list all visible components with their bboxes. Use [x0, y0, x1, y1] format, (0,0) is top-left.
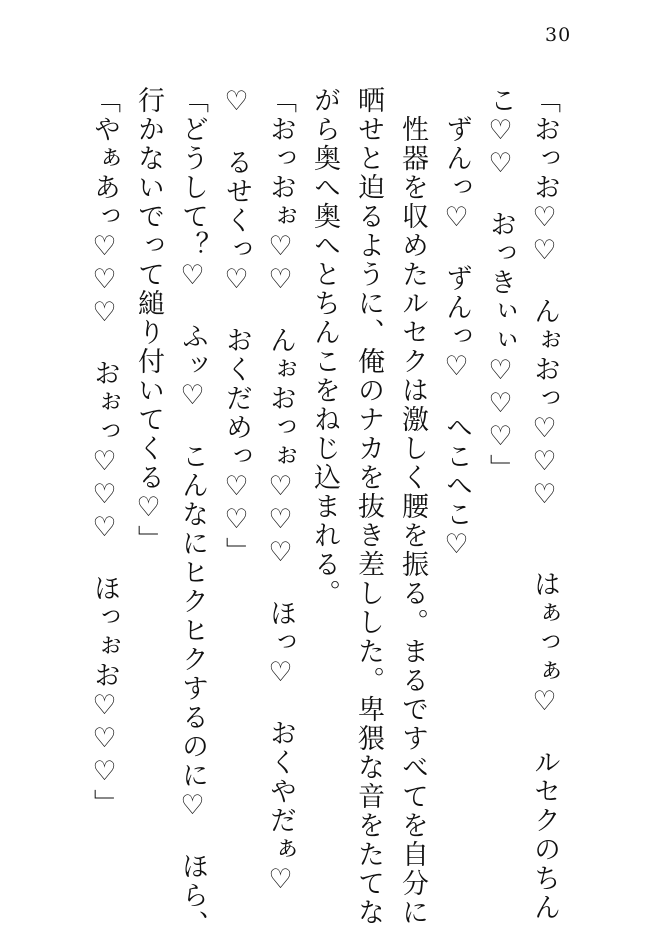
text-column-9: 「どうして？♡ ふッ♡ こんなにヒクヒクするのに♡ ほら、	[177, 86, 208, 939]
text-column-10: 行かないでって縋り付いてくる♡」	[133, 86, 164, 554]
page-number: 30	[545, 24, 572, 46]
text-column-1: 「おっお♡♡ んぉおっ♡♡♡ はぁっぁ♡ ルセクのちん	[529, 86, 560, 922]
text-column-3: ずんっ♡ ずんっ♡ へこへこ♡	[441, 86, 472, 562]
text-column-11: 「やぁあっ♡♡♡ おぉっ♡♡♡ ほっぉお♡♡♡」	[89, 86, 120, 818]
text-column-5: 晒せと迫るように、俺のナカを抜き差しした。卑猥な音をたてな	[353, 86, 384, 927]
text-column-4: 性器を収めたルセクは激しく腰を振る。まるですべてを自分に	[397, 86, 428, 927]
text-column-6: がら奥へ奥へとちんこをねじ込まれる。	[309, 86, 340, 608]
text-column-8: ♡ るせくっ♡ おくだめっ♡♡」	[221, 86, 252, 566]
text-column-7: 「おっおぉ♡♡ んぉおっぉ♡♡♡ ほっ♡ おくやだぁ♡	[265, 86, 296, 897]
text-column-2: こ♡♡ おっきぃぃ♡♡♡」	[485, 86, 516, 483]
